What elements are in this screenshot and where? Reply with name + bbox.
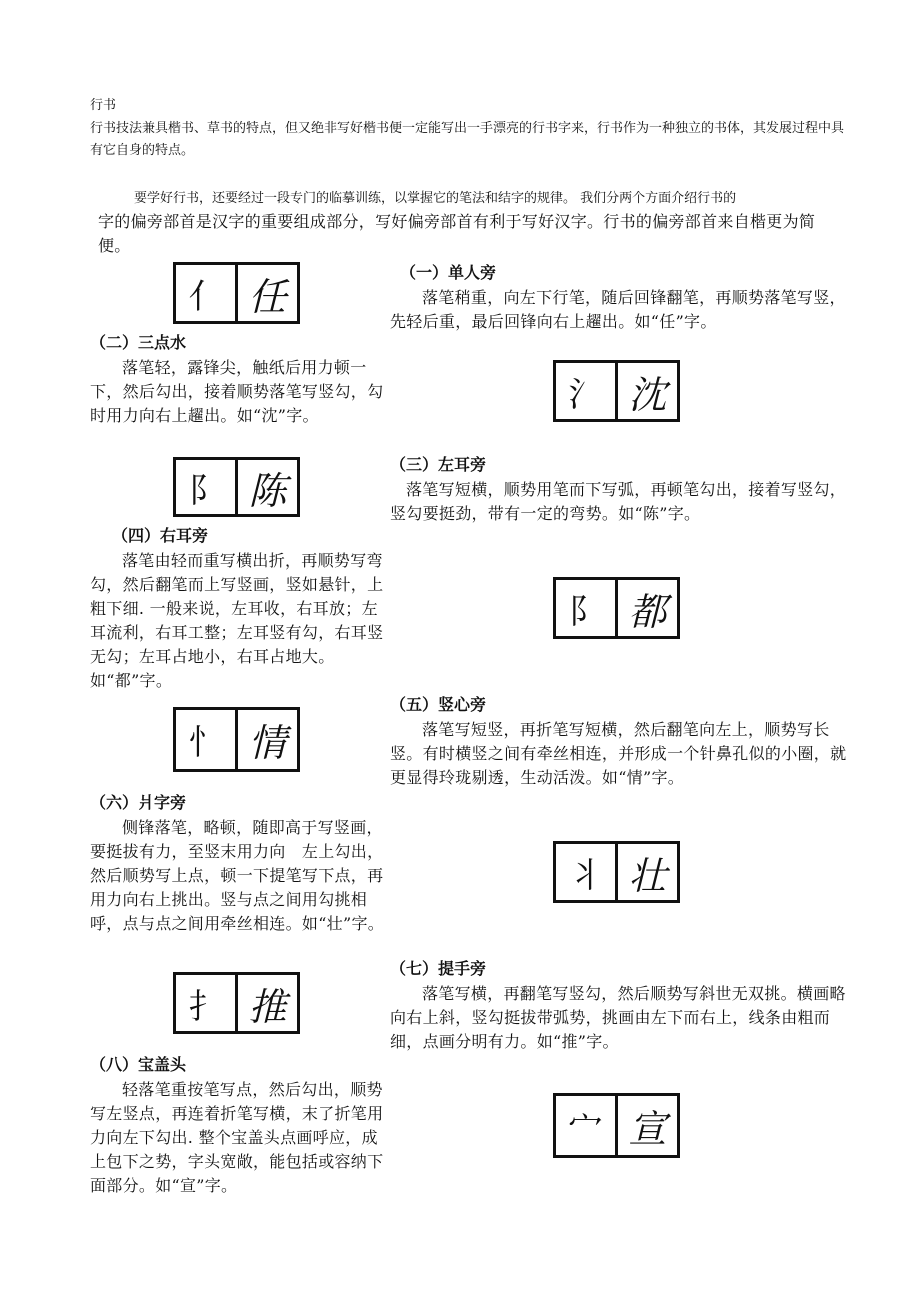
radical-glyph: 亻 — [176, 265, 238, 321]
radical-glyph: 忄 — [176, 710, 238, 769]
radical-glyph: 扌 — [176, 975, 238, 1031]
example-char: 陈 — [248, 468, 287, 513]
section-5-heading: （五）竖心旁 — [390, 695, 487, 714]
radical-glyph: 阝 — [176, 460, 238, 514]
section-4-heading: （四）右耳旁 — [112, 526, 209, 545]
example-char: 沈 — [628, 372, 667, 417]
lead-line: 要学好行书，还要经过一段专门的临摹训练，以掌握它的笔法和结字的规律。 我们分两个方面介绍行书的 — [134, 191, 737, 206]
example-char: 壮 — [628, 853, 667, 898]
section-1-text: 落笔稍重，向左下行笔，随后回锋翻笔，再顺势落笔写竖，先轻后重，最后回锋向右上趯出。如“任”字。 — [390, 288, 846, 331]
lead-paragraph: 字的偏旁部首是汉字的重要组成部分，写好偏旁部首有利于写好汉字。行书的偏旁部首来自楷更为简便。 — [98, 212, 816, 255]
section-4-text: 落笔由轻而重写横出折，再顺势写弯勾，然后翻笔而上写竖画，竖如悬针，上粗下细. 一般来说，左耳收，右耳放；左耳流利，右耳工整；左耳竖有勾，右耳竖无勾；左耳占地小，右耳占地大。如“都”字。 — [90, 551, 384, 690]
example-box-4 — [553, 577, 680, 639]
example-char: 推 — [248, 984, 287, 1029]
radical-glyph: 宀 — [556, 1096, 618, 1155]
radical-glyph: 氵 — [556, 363, 618, 419]
example-box-2 — [553, 360, 680, 422]
section-8-heading: （八）宝盖头 — [90, 1055, 187, 1074]
example-box-7 — [173, 972, 300, 1034]
section-6-heading: （六）爿字旁 — [90, 793, 187, 812]
example-box-8 — [553, 1093, 680, 1158]
section-2-heading: （二）三点水 — [90, 333, 187, 352]
page-title: 行书 — [90, 98, 117, 113]
section-7-text: 落笔写横，再翻笔写竖勾，然后顺势写斜世无双挑。横画略向右上斜，竖勾挺拔带弧势，挑画由左下而右上，线条由粗而细，点画分明有力。如“推”字。 — [390, 984, 846, 1051]
example-char: 都 — [628, 589, 667, 634]
section-8-text: 轻落笔重按笔写点，然后勾出，顺势写左竖点，再连着折笔写横，末了折笔用力向左下勾出. 整个宝盖头点画呼应，成上包下之势，字头宽敞，能包括或容纳下面部分。如“宣”字。 — [90, 1080, 384, 1195]
example-char: 情 — [248, 721, 287, 765]
example-char: 宣 — [628, 1107, 667, 1151]
example-char: 任 — [248, 274, 287, 319]
section-2-text: 落笔轻，露锋尖，触纸后用力顿一下，然后勾出，接着顺势落笔写竖勾，勾时用力向右上趯出。如“沈”字。 — [90, 358, 384, 425]
section-5-text: 落笔写短竖，再折笔写短横，然后翻笔向左上，顺势写长竖。有时横竖之间有牵丝相连，并形成一个针鼻孔似的小圈，就更显得玲珑剔透，生动活泼。如“情”字。 — [390, 720, 847, 787]
intro-paragraph: 行书技法兼具楷书、草书的特点，但又绝非写好楷书便一定能写出一手漂亮的行书字来，行书作为一种独立的书体，其发展过程中具有它自身的特点。 — [90, 121, 845, 158]
section-1-heading: （一）单人旁 — [400, 263, 497, 282]
section-3-heading: （三）左耳旁 — [390, 455, 487, 474]
section-7-heading: （七）提手旁 — [390, 959, 487, 978]
example-box-1 — [173, 262, 300, 324]
example-box-3 — [173, 457, 300, 517]
radical-glyph: 丬 — [556, 844, 618, 900]
example-box-5 — [173, 707, 300, 772]
radical-glyph: 阝 — [556, 580, 618, 636]
section-6-text: 侧锋落笔，略顿，随即高于写竖画，要挺拔有力，至竖末用力向 左上勾出，然后顺势写上点，顿一下提笔写下点，再用力向右上挑出。竖与点之间用勾挑相呼，点与点之间用牵丝相连。如“壮”字。 — [90, 818, 385, 933]
example-box-6 — [553, 841, 680, 903]
section-3-text: 落笔写短横，顺势用笔而下写弧，再顿笔勾出，接着写竖勾，竖勾要挺劲，带有一定的弯势。如“陈”字。 — [390, 480, 847, 523]
